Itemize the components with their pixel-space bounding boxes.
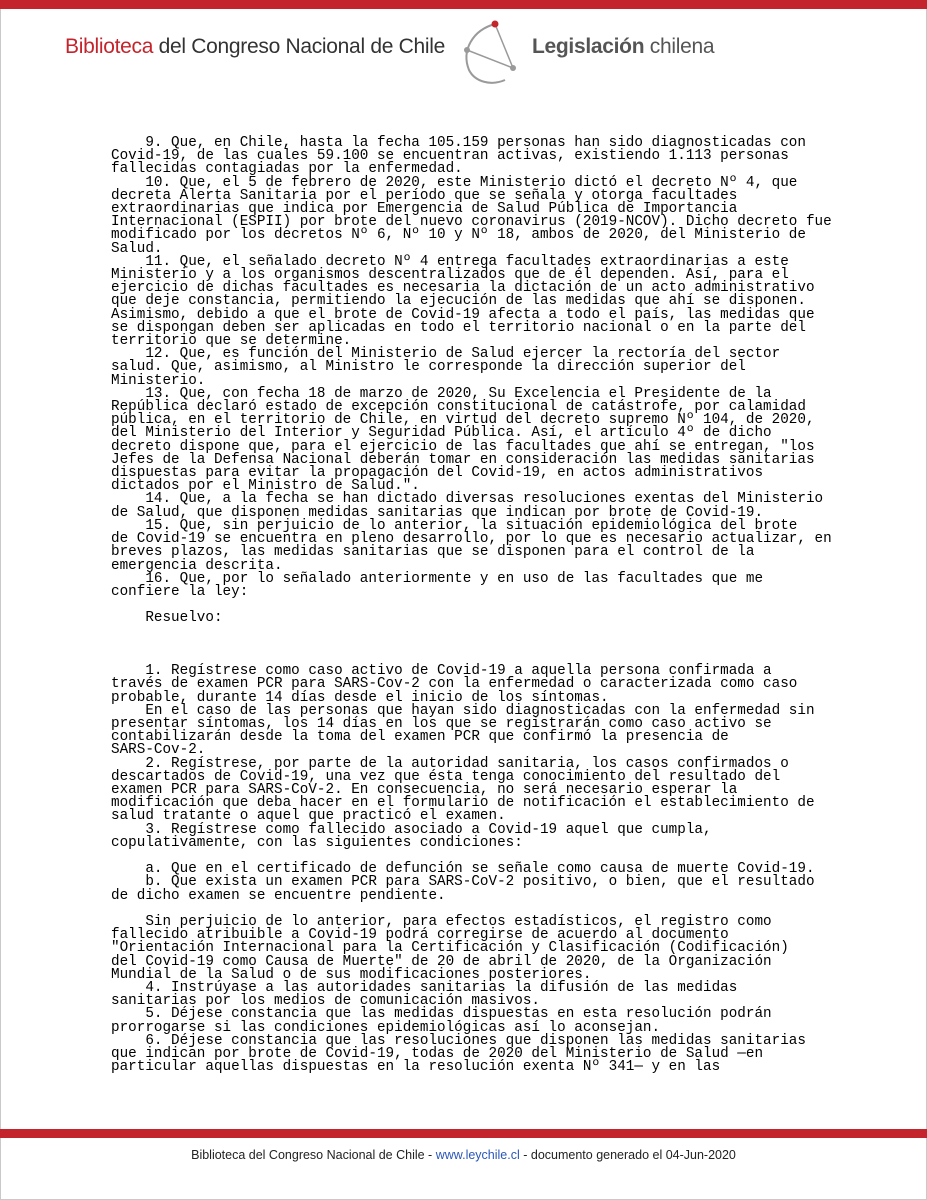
text-line: 2. Regístrese, por parte de la autoridad sanitaria, los casos confirmados o	[111, 755, 789, 772]
text-line: República declaró estado de excepción constitucional de catástrofe, por calamidad	[111, 399, 806, 416]
text-line: confiere la ley:	[111, 583, 249, 600]
text-line: Jefes de la Defensa Nacional deberán tomar en consideración las medidas sanitarias	[111, 451, 815, 468]
text-line: pública, en el territorio de Chile, en virtud del decreto supremo Nº 104, de 2020,	[111, 412, 815, 429]
text-line: fallecidas contagiadas por la enfermedad.	[111, 161, 463, 178]
text-line: 16. Que, por lo señalado anteriormente y en uso de las facultades que me	[111, 570, 764, 587]
text-line: modificado por los decretos Nº 6, Nº 10 y Nº 18, ambos de 2020, del Ministerio de	[111, 227, 806, 244]
text-line: particular aquellas dispuestas en la resolución exenta Nº 341— y en las	[111, 1059, 721, 1076]
text-line: extraordinarias que indica por Emergencia de Salud Pública de Importancia	[111, 201, 738, 218]
text-line: Ministerio.	[111, 372, 206, 389]
text-line: Ministerio y a los organismos descentralizados que de él dependen. Así, para el	[111, 267, 789, 284]
text-line: de dicho examen se encuentre pendiente.	[111, 887, 446, 904]
text-line: 5. Déjese constancia que las medidas dispuestas en esta resolución podrán	[111, 1006, 772, 1023]
text-line: Resuelvo:	[111, 610, 223, 627]
text-line: decreto dispone que, para el ejercicio de las facultades que ahí se entregan, "los	[111, 438, 815, 455]
text-line: que deje constancia, permitiendo la ejecución de las medidas que ahí se disponen.	[111, 293, 806, 310]
text-line: de Covid-19 se encuentra en pleno desarrollo, por lo que es necesario actualizar, en	[111, 531, 832, 548]
footer-prefix: Biblioteca del Congreso Nacional de Chile -	[191, 1148, 436, 1162]
text-line	[111, 639, 871, 652]
text-line: Covid-19, de las cuales 59.100 se encuentran activas, existiendo 1.113 personas	[111, 148, 789, 165]
text-line: presentar síntomas, los 14 días en los que se registrarán como caso activo se	[111, 715, 772, 732]
text-line: En el caso de las personas que hayan sido diagnosticadas con la enfermedad sin	[111, 702, 815, 719]
text-line: descartados de Covid-19, una vez que ésta tenga conocimiento del resultado del	[111, 768, 781, 785]
text-line: que indican por brote de Covid-19, todas de 2020 del Ministerio de Salud —en	[111, 1046, 764, 1063]
text-line: 10. Que, el 5 de febrero de 2020, este Ministerio dictó el decreto Nº 4, que	[111, 174, 798, 191]
text-line: SARS-Cov-2.	[111, 742, 206, 759]
document-body	[111, 137, 871, 1074]
text-line: 14. Que, a la fecha se han dictado diversas resoluciones exentas del Ministerio	[111, 491, 824, 508]
text-line: "Orientación Internacional para la Certificación y Clasificación (Codificación)	[111, 940, 789, 957]
text-line: 13. Que, con fecha 18 de marzo de 2020, Su Excelencia el Presidente de la	[111, 385, 772, 402]
text-line: del Ministerio del Interior y Seguridad Pública. Así, el artículo 4º de dicho	[111, 425, 772, 442]
legislacion-brand-bold: Legislación	[532, 35, 645, 58]
text-line: contabilizarán desde la toma del examen PCR que confirmó la presencia de	[111, 729, 729, 746]
text-line: dispuestas para evitar la propagación del Covid-19, en actos administrativos	[111, 465, 764, 482]
text-line: de Salud, que disponen medidas sanitarias que indican por brote de Covid-19.	[111, 504, 764, 521]
text-line: 1. Regístrese como caso activo de Covid-19 a aquella persona confirmada a	[111, 663, 772, 680]
text-line: decreta Alerta Sanitaria por el período que se señala y otorga facultades	[111, 187, 738, 204]
text-line: 4. Instrúyase a las autoridades sanitarias la difusión de las medidas	[111, 980, 738, 996]
bcn-brand	[65, 35, 445, 59]
text-line: modificación que deba hacer en el formulario de notificación el establecimiento de	[111, 795, 815, 812]
bcn-logo-icon	[455, 20, 527, 90]
text-line: 11. Que, el señalado decreto Nº 4 entrega facultades extraordinarias a este	[111, 253, 789, 270]
text-line: Mundial de la Salud o de sus modificaciones posteriores.	[111, 966, 592, 983]
text-line: examen PCR para SARS-CoV-2. En consecuencia, no será necesario esperar la	[111, 781, 738, 798]
text-line: fallecido atribuible a Covid-19 podrá corregirse de acuerdo al documento	[111, 927, 729, 944]
text-line: Sin perjuicio de lo anterior, para efectos estadísticos, el registro como	[111, 913, 772, 930]
text-line: 9. Que, en Chile, hasta la fecha 105.159 personas han sido diagnosticadas con	[111, 135, 806, 151]
text-line: probable, durante 14 días desde el inicio de los síntomas.	[111, 689, 609, 706]
bottom-red-bar	[0, 1129, 927, 1138]
legislacion-brand	[532, 35, 714, 59]
text-line: través de examen PCR para SARS-Cov-2 con la enfermedad o caracterizada como caso	[111, 676, 798, 693]
text-line	[111, 626, 871, 639]
text-line: 6. Déjese constancia que las resoluciones que disponen las medidas sanitarias	[111, 1032, 806, 1049]
text-line: Asimismo, debido a que el brote de Covid-19 afecta a todo el país, las medidas que	[111, 306, 815, 323]
text-line: prorrogarse si las condiciones epidemiológicas así lo aconsejan.	[111, 1019, 661, 1036]
text-line: a. Que en el certificado de defunción se señale como causa de muerte Covid-19.	[111, 861, 815, 878]
text-line: Internacional (ESPII) por brote del nuevo coronavirus (2019-NCOV). Dicho decreto fue	[111, 214, 832, 231]
header	[0, 20, 927, 90]
legislacion-brand-rest: chilena	[644, 35, 715, 58]
text-line: emergencia descrita.	[111, 557, 283, 574]
text-line: 15. Que, sin perjuicio de lo anterior, la situación epidemiológica del brote	[111, 517, 798, 534]
text-line: copulativamente, con las siguientes condiciones:	[111, 834, 523, 851]
footer	[0, 1148, 927, 1162]
text-line: salud. Que, asimismo, al Ministro le corresponde la dirección superior del	[111, 359, 746, 376]
text-line: del Covid-19 como Causa de Muerte" de 20 de abril de 2020, de la Organización	[111, 953, 772, 970]
text-line	[111, 599, 871, 612]
text-line: 3. Regístrese como fallecido asociado a Covid-19 aquel que cumpla,	[111, 821, 712, 838]
text-line: sanitarias por los medios de comunicación masivos.	[111, 993, 540, 1010]
text-line: b. Que exista un examen PCR para SARS-CoV-2 positivo, o bien, que el resultado	[111, 874, 815, 891]
text-line: breves plazos, las medidas sanitarias que se disponen para el control de la	[111, 544, 755, 561]
text-line: Salud.	[111, 240, 163, 257]
text-line: territorio que se determine.	[111, 333, 352, 350]
text-line: salud tratante o aquel que practicó el examen.	[111, 808, 506, 825]
bcn-brand-rest: del Congreso Nacional de Chile	[153, 35, 445, 58]
text-line: ejercicio de dichas facultades es necesaria la dictación de un acto administrativo	[111, 280, 815, 297]
top-red-bar	[0, 0, 927, 9]
text-line: dictados por el Ministro de Salud.".	[111, 478, 420, 495]
footer-suffix: - documento generado el 04-Jun-2020	[519, 1148, 736, 1162]
footer-link[interactable]: www.leychile.cl	[435, 1148, 520, 1162]
bcn-brand-accent: Biblioteca	[65, 35, 154, 58]
text-line: se dispongan deben ser aplicadas en todo el territorio nacional o en la parte del	[111, 319, 806, 336]
text-line: 12. Que, es función del Ministerio de Salud ejercer la rectoría del sector	[111, 346, 781, 363]
